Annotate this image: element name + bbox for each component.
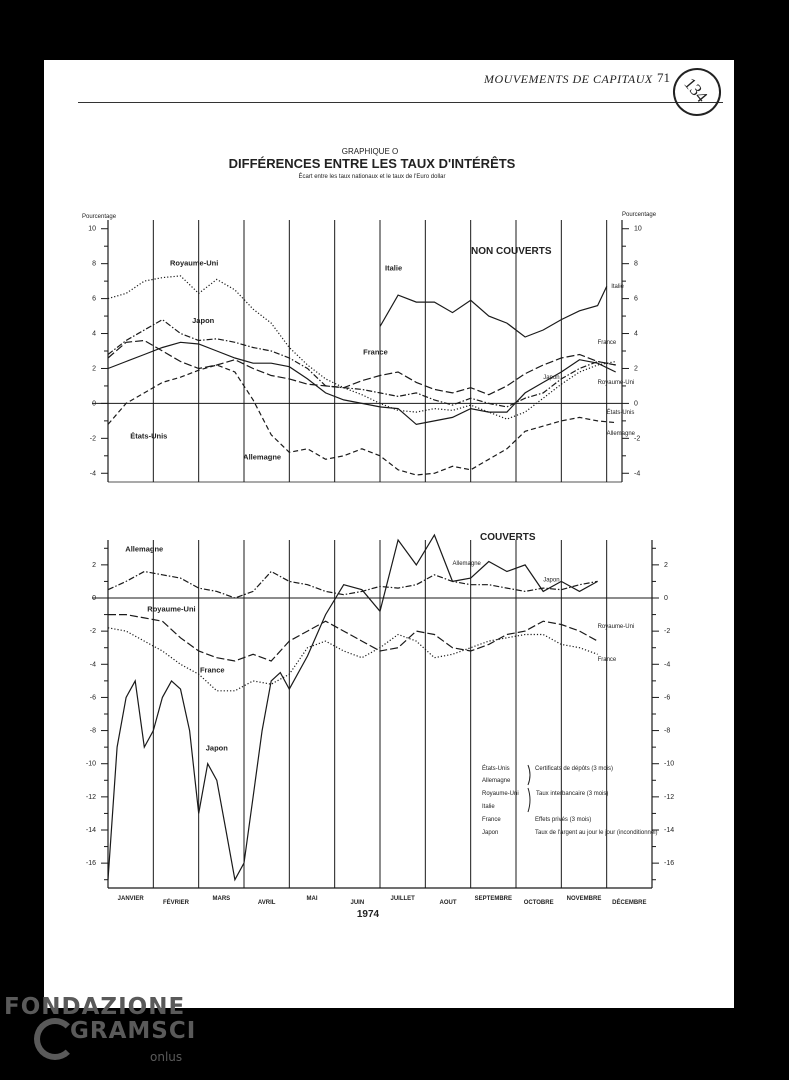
y-tick-label-right: -12 — [664, 793, 675, 801]
x-tick-label-mai: MAI — [306, 896, 318, 902]
y-tick-label-right: -16 — [664, 860, 675, 868]
series-label-italie-top: Italie — [385, 263, 403, 273]
running-header: MOUVEMENTS DE CAPITAUX — [484, 72, 653, 86]
series-label-france-top: France — [363, 347, 388, 357]
y-tick-label-left: -16 — [85, 860, 96, 868]
legend-brace-2 — [528, 788, 530, 812]
series-line-allemagne-bottom — [108, 572, 598, 599]
x-tick-label-novembre: NOVEMBRE — [566, 896, 602, 902]
series-end-label-allemagne-top: Allemagne — [606, 430, 636, 437]
y-tick-label-right: 0 — [664, 595, 668, 602]
x-tick-label-fevrier: FÉVRIER — [162, 900, 190, 906]
panel-label-non-couverts: NON COUVERTS — [471, 246, 552, 257]
y-tick-label-left: 2 — [92, 365, 96, 373]
x-tick-label-juin: JUIN — [350, 900, 365, 906]
series-label-japon-top: Japon — [192, 316, 215, 326]
y-tick-label-right: -4 — [664, 661, 671, 669]
y-tick-label-left: 6 — [92, 295, 96, 303]
legend-country-france: France — [482, 817, 501, 823]
x-tick-label-decembre: DÉCEMBRE — [612, 900, 647, 906]
legend-country-japon: Japon — [482, 830, 499, 836]
series-label-allemagne-bottom: Allemagne — [125, 544, 164, 554]
panel-label-couverts: COUVERTS — [480, 532, 536, 543]
legend — [482, 765, 658, 836]
legend-country-allemagne: Allemagne — [482, 778, 511, 784]
legend-country-royaume-uni: Royaume-Uni — [482, 791, 519, 797]
x-tick-label-juillet: JUILLET — [390, 896, 415, 902]
y-tick-label-right: -14 — [664, 827, 675, 834]
series-label-japon-bottom: Japon — [205, 743, 228, 753]
series-end-label-japon-bottom: Japon — [543, 577, 560, 584]
y-tick-label-right: 8 — [634, 260, 638, 268]
y-tick-label-left: 10 — [88, 225, 96, 233]
x-tick-label-janvier: JANVIER — [117, 896, 144, 902]
series-label-france-bottom: France — [199, 665, 225, 675]
legend-rate-france: Effets privés (3 mois) — [535, 817, 592, 823]
watermark-line2: GRAMSCI — [70, 1018, 197, 1044]
legend-rate-japon: Taux de l'argent au jour le jour (inconditionnel) — [535, 830, 658, 836]
series-line-allemagne-top — [108, 365, 616, 475]
y-tick-label-left: 2 — [92, 561, 96, 569]
y-tick-label-right: 6 — [634, 295, 638, 303]
y-tick-label-left: 4 — [92, 330, 96, 338]
legend-rate-etats-unis: Certificats de dépôts (3 mois) — [535, 766, 614, 772]
y-tick-label-left: -2 — [89, 628, 96, 636]
y-tick-label-left: -6 — [89, 694, 96, 702]
y-tick-label-left: -2 — [89, 435, 96, 443]
series-line-royaume-uni-top — [108, 276, 616, 419]
series-line-japon-bottom — [108, 535, 598, 880]
y-tick-label-right: -4 — [634, 470, 641, 478]
y-tick-label-left: -12 — [85, 793, 96, 801]
y-tick-label-right: -2 — [634, 435, 641, 443]
legend-country-italie: Italie — [482, 804, 495, 810]
series-label-royaume-uni-bottom: Royaume-Uni — [147, 604, 196, 614]
legend-rate-royaume-uni: Taux interbancaire (3 mois) — [536, 791, 609, 797]
series-end-label-royaume-uni-bottom: Royaume-Uni — [597, 623, 635, 630]
series-line-royaume-uni-bottom — [108, 615, 598, 661]
chart-title: DIFFÉRENCES ENTRE LES TAUX D'INTÉRÊTS — [228, 156, 516, 171]
series-line-italie-top — [380, 286, 607, 337]
ylabel-right: Pourcentage — [622, 212, 657, 218]
legend-country-etats-unis: États-Unis — [482, 766, 510, 772]
y-tick-label-left: 8 — [92, 260, 96, 268]
series-end-label-japon-top: Japon — [543, 374, 560, 381]
ylabel-left: Pourcentage — [82, 214, 117, 220]
x-tick-label-avril: AVRIL — [257, 900, 276, 906]
series-line-france-bottom — [108, 628, 598, 691]
y-tick-label-right: 10 — [634, 225, 642, 233]
y-tick-label-left: -14 — [85, 827, 96, 834]
stamp-number: 134 — [680, 74, 712, 106]
x-axis-year: 1974 — [356, 909, 380, 920]
series-end-label-france-bottom: France — [597, 656, 617, 663]
y-tick-label-left: 0 — [92, 400, 96, 408]
y-tick-label-right: -6 — [664, 694, 671, 702]
series-label-etats-unis-top: États-Unis — [130, 431, 168, 441]
legend-brace-1 — [528, 765, 530, 785]
series-label-allemagne-top: Allemagne — [243, 452, 282, 462]
series-end-label-italie-top: Italie — [611, 284, 624, 291]
y-tick-label-left: -8 — [89, 727, 96, 735]
y-tick-label-right: -8 — [664, 727, 671, 735]
y-tick-label-right: 4 — [634, 330, 638, 338]
series-end-label-allemagne-bottom: Allemagne — [452, 560, 481, 567]
x-tick-label-aout: AOUT — [439, 900, 457, 906]
series-end-label-etats-unis-top: États-Unis — [606, 409, 635, 416]
x-tick-label-octobre: OCTOBRE — [523, 900, 554, 906]
y-tick-label-left: -10 — [85, 760, 96, 768]
y-tick-label-right: 2 — [664, 561, 668, 569]
series-line-france-top — [108, 341, 616, 395]
y-tick-label-left: 0 — [92, 595, 96, 602]
x-tick-label-septembre: SEPTEMBRE — [474, 896, 513, 902]
page-number: 71 — [657, 70, 670, 85]
y-tick-label-right: -10 — [664, 760, 675, 768]
watermark-line1: FONDAZIONE — [4, 994, 186, 1020]
watermark-line3: onlus — [150, 1050, 183, 1064]
y-tick-label-left: -4 — [89, 661, 96, 669]
y-tick-label-right: 2 — [634, 365, 638, 373]
graph-label: GRAPHIQUE O — [341, 147, 399, 156]
chart-subtitle: Écart entre les taux nationaux et le taux de l'Euro dollar — [298, 174, 446, 180]
y-tick-label-right: 0 — [634, 400, 638, 408]
series-end-label-france-top: France — [597, 340, 617, 347]
series-line-etats-unis-top — [108, 342, 616, 424]
x-tick-label-mars: MARS — [212, 896, 231, 902]
series-end-label-royaume-uni-top: Royaume-Uni — [597, 380, 635, 387]
y-tick-label-left: -4 — [89, 470, 96, 478]
series-label-royaume-uni-top: Royaume-Uni — [169, 258, 219, 268]
y-tick-label-right: -2 — [664, 628, 671, 636]
